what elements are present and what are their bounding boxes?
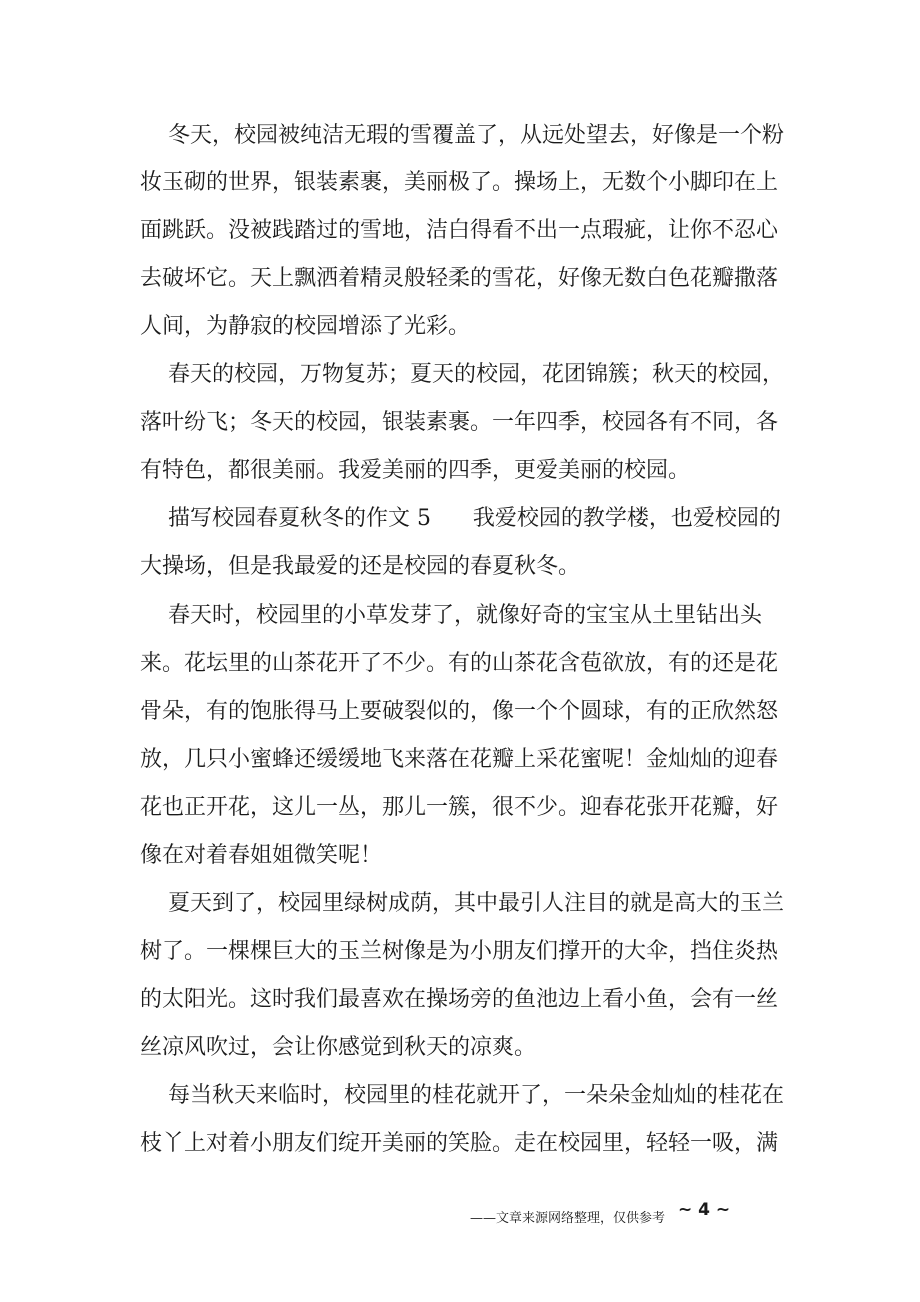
text-line: 面跳跃。没被践踏过的雪地，洁白得看不出一点瑕疵，让你不忍心: [140, 218, 779, 243]
text-line: 树了。一棵棵巨大的玉兰树像是为小朋友们撑开的大伞，挡住炎热: [140, 939, 779, 964]
text-line: 放，几只小蜜蜂还缓缓地飞来落在花瓣上采花蜜呢！金灿灿的迎春: [140, 747, 779, 772]
text-line: 冬天，校园被纯洁无瑕的雪覆盖了，从远处望去，好像是一个粉: [140, 123, 784, 148]
footer-source-note: ——文章来源网络整理，仅供参考: [470, 1211, 666, 1226]
text-line: 人间，为静寂的校园增添了光彩。: [140, 314, 471, 339]
text-line: 来。花坛里的山茶花开了不少。有的山茶花含苞欲放，有的还是花: [140, 651, 779, 676]
text-line: 描写校园春夏秋冬的作文 5 我爱校园的教学楼，也爱校园的: [140, 506, 781, 531]
text-line: 花也正开花，这儿一丛，那儿一簇，很不少。迎春花张开花瓣，好: [140, 795, 779, 820]
page-number: ~ 4 ~: [678, 1200, 731, 1220]
text-line: 夏天到了，校园里绿树成荫，其中最引人注目的就是高大的玉兰: [140, 891, 784, 916]
text-line: 春天时，校园里的小草发芽了，就像好奇的宝宝从土里钻出头: [140, 603, 762, 628]
text-line: 丝凉风吹过，会让你感觉到秋天的凉爽。: [140, 1035, 537, 1060]
text-line: 大操场，但是我最爱的还是校园的春夏秋冬。: [140, 554, 581, 579]
text-line: 妆玉砌的世界，银装素裹，美丽极了。操场上，无数个小脚印在上: [140, 170, 779, 195]
text-line: 枝丫上对着小朋友们绽开美丽的笑脸。走在校园里，轻轻一吸，满: [140, 1131, 779, 1156]
text-line: 骨朵，有的饱胀得马上要破裂似的，像一个个圆球，有的正欣然怒: [140, 699, 779, 724]
text-line: 有特色，都很美丽。我爱美丽的四季，更爱美丽的校园。: [140, 458, 691, 483]
text-line: 去破坏它。天上飘洒着精灵般轻柔的雪花，好像无数白色花瓣撒落: [140, 266, 779, 291]
text-line: 像在对着春姐姐微笑呢！: [140, 843, 383, 868]
text-line: 春天的校园，万物复苏；夏天的校园，花团锦簇；秋天的校园，: [140, 362, 784, 387]
text-line: 的太阳光。这时我们最喜欢在操场旁的鱼池边上看小鱼，会有一丝: [140, 987, 779, 1012]
text-line: 每当秋天来临时，校园里的桂花就开了，一朵朵金灿灿的桂花在: [140, 1083, 784, 1108]
text-line: 落叶纷飞；冬天的校园，银装素裹。一年四季，校园各有不同，各: [140, 410, 779, 435]
